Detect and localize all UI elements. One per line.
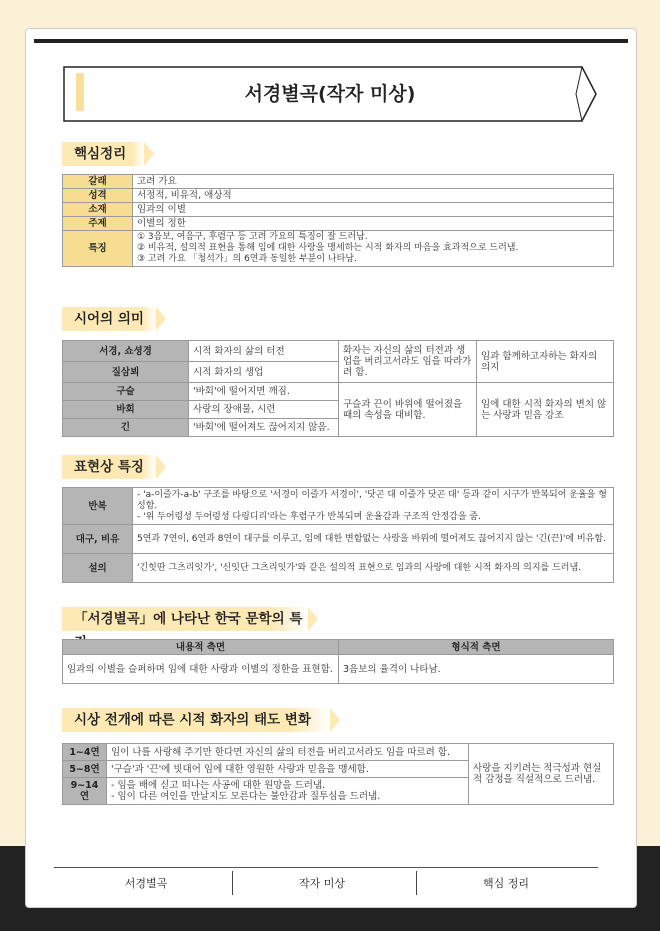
stanza-label: 5~8연 bbox=[63, 761, 107, 778]
word-meaning: 시적 화자의 삶의 터전 bbox=[189, 341, 339, 362]
row-value: 고려 가요 bbox=[133, 175, 614, 189]
stanza-label: 1~4연 bbox=[63, 744, 107, 761]
row-label: 성격 bbox=[63, 189, 133, 203]
column-header: 내용적 측면 bbox=[63, 640, 339, 655]
footer-author: 작자 미상 bbox=[298, 877, 345, 890]
column-header: 형식적 측면 bbox=[339, 640, 614, 655]
attitude-summary: 사랑을 지키려는 적극성과 현실적 감정을 직설적으로 드러냄. bbox=[469, 744, 614, 805]
footer-rule bbox=[54, 867, 598, 868]
document-page bbox=[25, 28, 637, 908]
stanza-label: 9~14연 bbox=[63, 778, 107, 805]
row-label: 갈래 bbox=[63, 175, 133, 189]
table-row bbox=[63, 640, 614, 655]
table-row bbox=[63, 554, 614, 583]
word-note: 임과 함께하고자하는 화자의 의지 bbox=[477, 341, 614, 383]
attitude-line: 임이 나를 사랑해 주기만 한다면 자신의 삶의 터전을 버리고서라도 임을 따르려 함. bbox=[111, 746, 451, 758]
feature-line: ② 비유적, 설의적 표현을 통해 임에 대한 사랑을 맹세하는 시적 화자의 마음을 효과적으로 드러냄. bbox=[137, 243, 519, 253]
word-meaning: 사랑의 장애물, 시련 bbox=[189, 401, 339, 419]
row-value: 이별의 정한 bbox=[133, 217, 614, 231]
word-meaning: '바회'에 떨어져도 끊어지지 않음. bbox=[189, 419, 339, 437]
footer-divider bbox=[232, 871, 233, 895]
row-label: 주제 bbox=[63, 217, 133, 231]
attitude-line: - 임을 배에 싣고 떠나는 사공에 대한 원망을 드러냄. bbox=[111, 780, 326, 791]
top-rule bbox=[34, 39, 628, 43]
footer-title: 서경별곡 bbox=[124, 877, 168, 890]
word-meaning: 시적 화자의 생업 bbox=[189, 362, 339, 383]
expression-line: '긴힛딴 그츠리잇가', '신잇단 그츠리잇가'와 같은 설의적 표현으로 임과의 사랑에 대한 시적 화자의 의지를 드러냄. bbox=[137, 562, 582, 573]
expression-value bbox=[133, 488, 614, 525]
word-label: 바회 bbox=[63, 401, 189, 419]
expression-label: 반복 bbox=[63, 488, 133, 525]
table-row bbox=[63, 655, 614, 684]
expression-line: - 'a-이즐가-a-b' 구조를 바탕으로 '서경이 이즐가 서경이', '닷곤 대 이즐가 닷곤 대' 등과 같이 시구가 반복되어 운율을 형성함. bbox=[137, 489, 607, 511]
expression-value bbox=[133, 525, 614, 554]
expression-line: 5연과 7연이, 6연과 8연이 대구를 이루고, 임에 대한 변함없는 사랑을 바위에 떨어져도 끊어지지 않는 '긴(끈)'에 비유함. bbox=[137, 533, 606, 544]
section-heading-expression: 표현상 특징 bbox=[62, 455, 156, 479]
content-aspect: 임과의 이별을 슬퍼하며 임에 대한 사랑과 이별의 정한을 표현함. bbox=[63, 655, 339, 684]
attitude-line: '구슬'과 '끈'에 빗대어 임에 대한 영원한 사랑과 믿음을 맹세함. bbox=[111, 763, 369, 775]
form-aspect: 3음보의 율격이 나타남. bbox=[339, 655, 614, 684]
stanza-value bbox=[107, 744, 469, 761]
table-row bbox=[63, 525, 614, 554]
row-value: 서정적, 비유적, 애상적 bbox=[133, 189, 614, 203]
korean-lit-table bbox=[62, 639, 614, 684]
word-note: 구슬과 끈이 바위에 떨어졌을 때의 속성을 대비함. bbox=[339, 383, 477, 437]
section-heading-korean-lit: 「서경별곡」에 나타난 한국 문학의 특 bbox=[62, 607, 308, 631]
section-heading-summary: 핵심정리 bbox=[62, 142, 144, 166]
summary-table bbox=[62, 174, 614, 267]
word-note: 임에 대한 시적 화자의 변치 않는 사랑과 믿음 강조 bbox=[477, 383, 614, 437]
footer-section: 핵심 정리 bbox=[482, 877, 529, 890]
expression-table bbox=[62, 487, 614, 583]
attitude-line: - 임이 다른 여인을 만날지도 모른다는 불안감과 질투심을 드러냄. bbox=[111, 791, 381, 802]
page-title: 서경별곡(작자 미상) bbox=[244, 83, 416, 105]
attitude-table bbox=[62, 743, 614, 805]
stanza-value bbox=[107, 778, 469, 805]
feature-line: ① 3음보, 여음구, 후렴구 등 고려 가요의 특징이 잘 드러남. bbox=[137, 232, 368, 242]
expression-value bbox=[133, 554, 614, 583]
table-row bbox=[63, 341, 614, 362]
table-row bbox=[63, 488, 614, 525]
table-row bbox=[63, 217, 614, 231]
row-label: 소재 bbox=[63, 203, 133, 217]
table-row bbox=[63, 175, 614, 189]
table-row bbox=[63, 189, 614, 203]
word-meaning: '바회'에 떨어지면 깨짐. bbox=[189, 383, 339, 401]
title-banner bbox=[62, 65, 598, 123]
table-row bbox=[63, 383, 614, 401]
word-label: 서경, 쇼셩경 bbox=[63, 341, 189, 362]
stanza-value bbox=[107, 761, 469, 778]
word-note: 화자는 자신의 삶의 터전과 생업을 버리고서라도 임을 따라가려 함. bbox=[339, 341, 477, 383]
row-value: 임과의 이별 bbox=[133, 203, 614, 217]
word-label: 긴 bbox=[63, 419, 189, 437]
table-row bbox=[63, 231, 614, 267]
word-label: 질삼뵈 bbox=[63, 362, 189, 383]
table-row bbox=[63, 203, 614, 217]
feature-line: ③ 고려 가요 「청석가」의 6연과 동일한 부분이 나타남. bbox=[137, 254, 357, 264]
section-heading-attitude: 시상 전개에 따른 시적 화자의 태도 변화 bbox=[62, 708, 330, 732]
expression-line: - '위 두어렁셩 두어렁셩 다링디리'라는 후렴구가 반복되며 운율감과 구조적 안정감을 줌. bbox=[137, 511, 481, 522]
table-row bbox=[63, 744, 614, 761]
expression-label: 대구, 비유 bbox=[63, 525, 133, 554]
row-value bbox=[133, 231, 614, 267]
section-heading-words: 시어의 의미 bbox=[62, 307, 156, 331]
footer-divider bbox=[416, 871, 417, 895]
word-meaning-table bbox=[62, 340, 614, 437]
word-label: 구슬 bbox=[63, 383, 189, 401]
row-label: 특징 bbox=[63, 231, 133, 267]
expression-label: 설의 bbox=[63, 554, 133, 583]
